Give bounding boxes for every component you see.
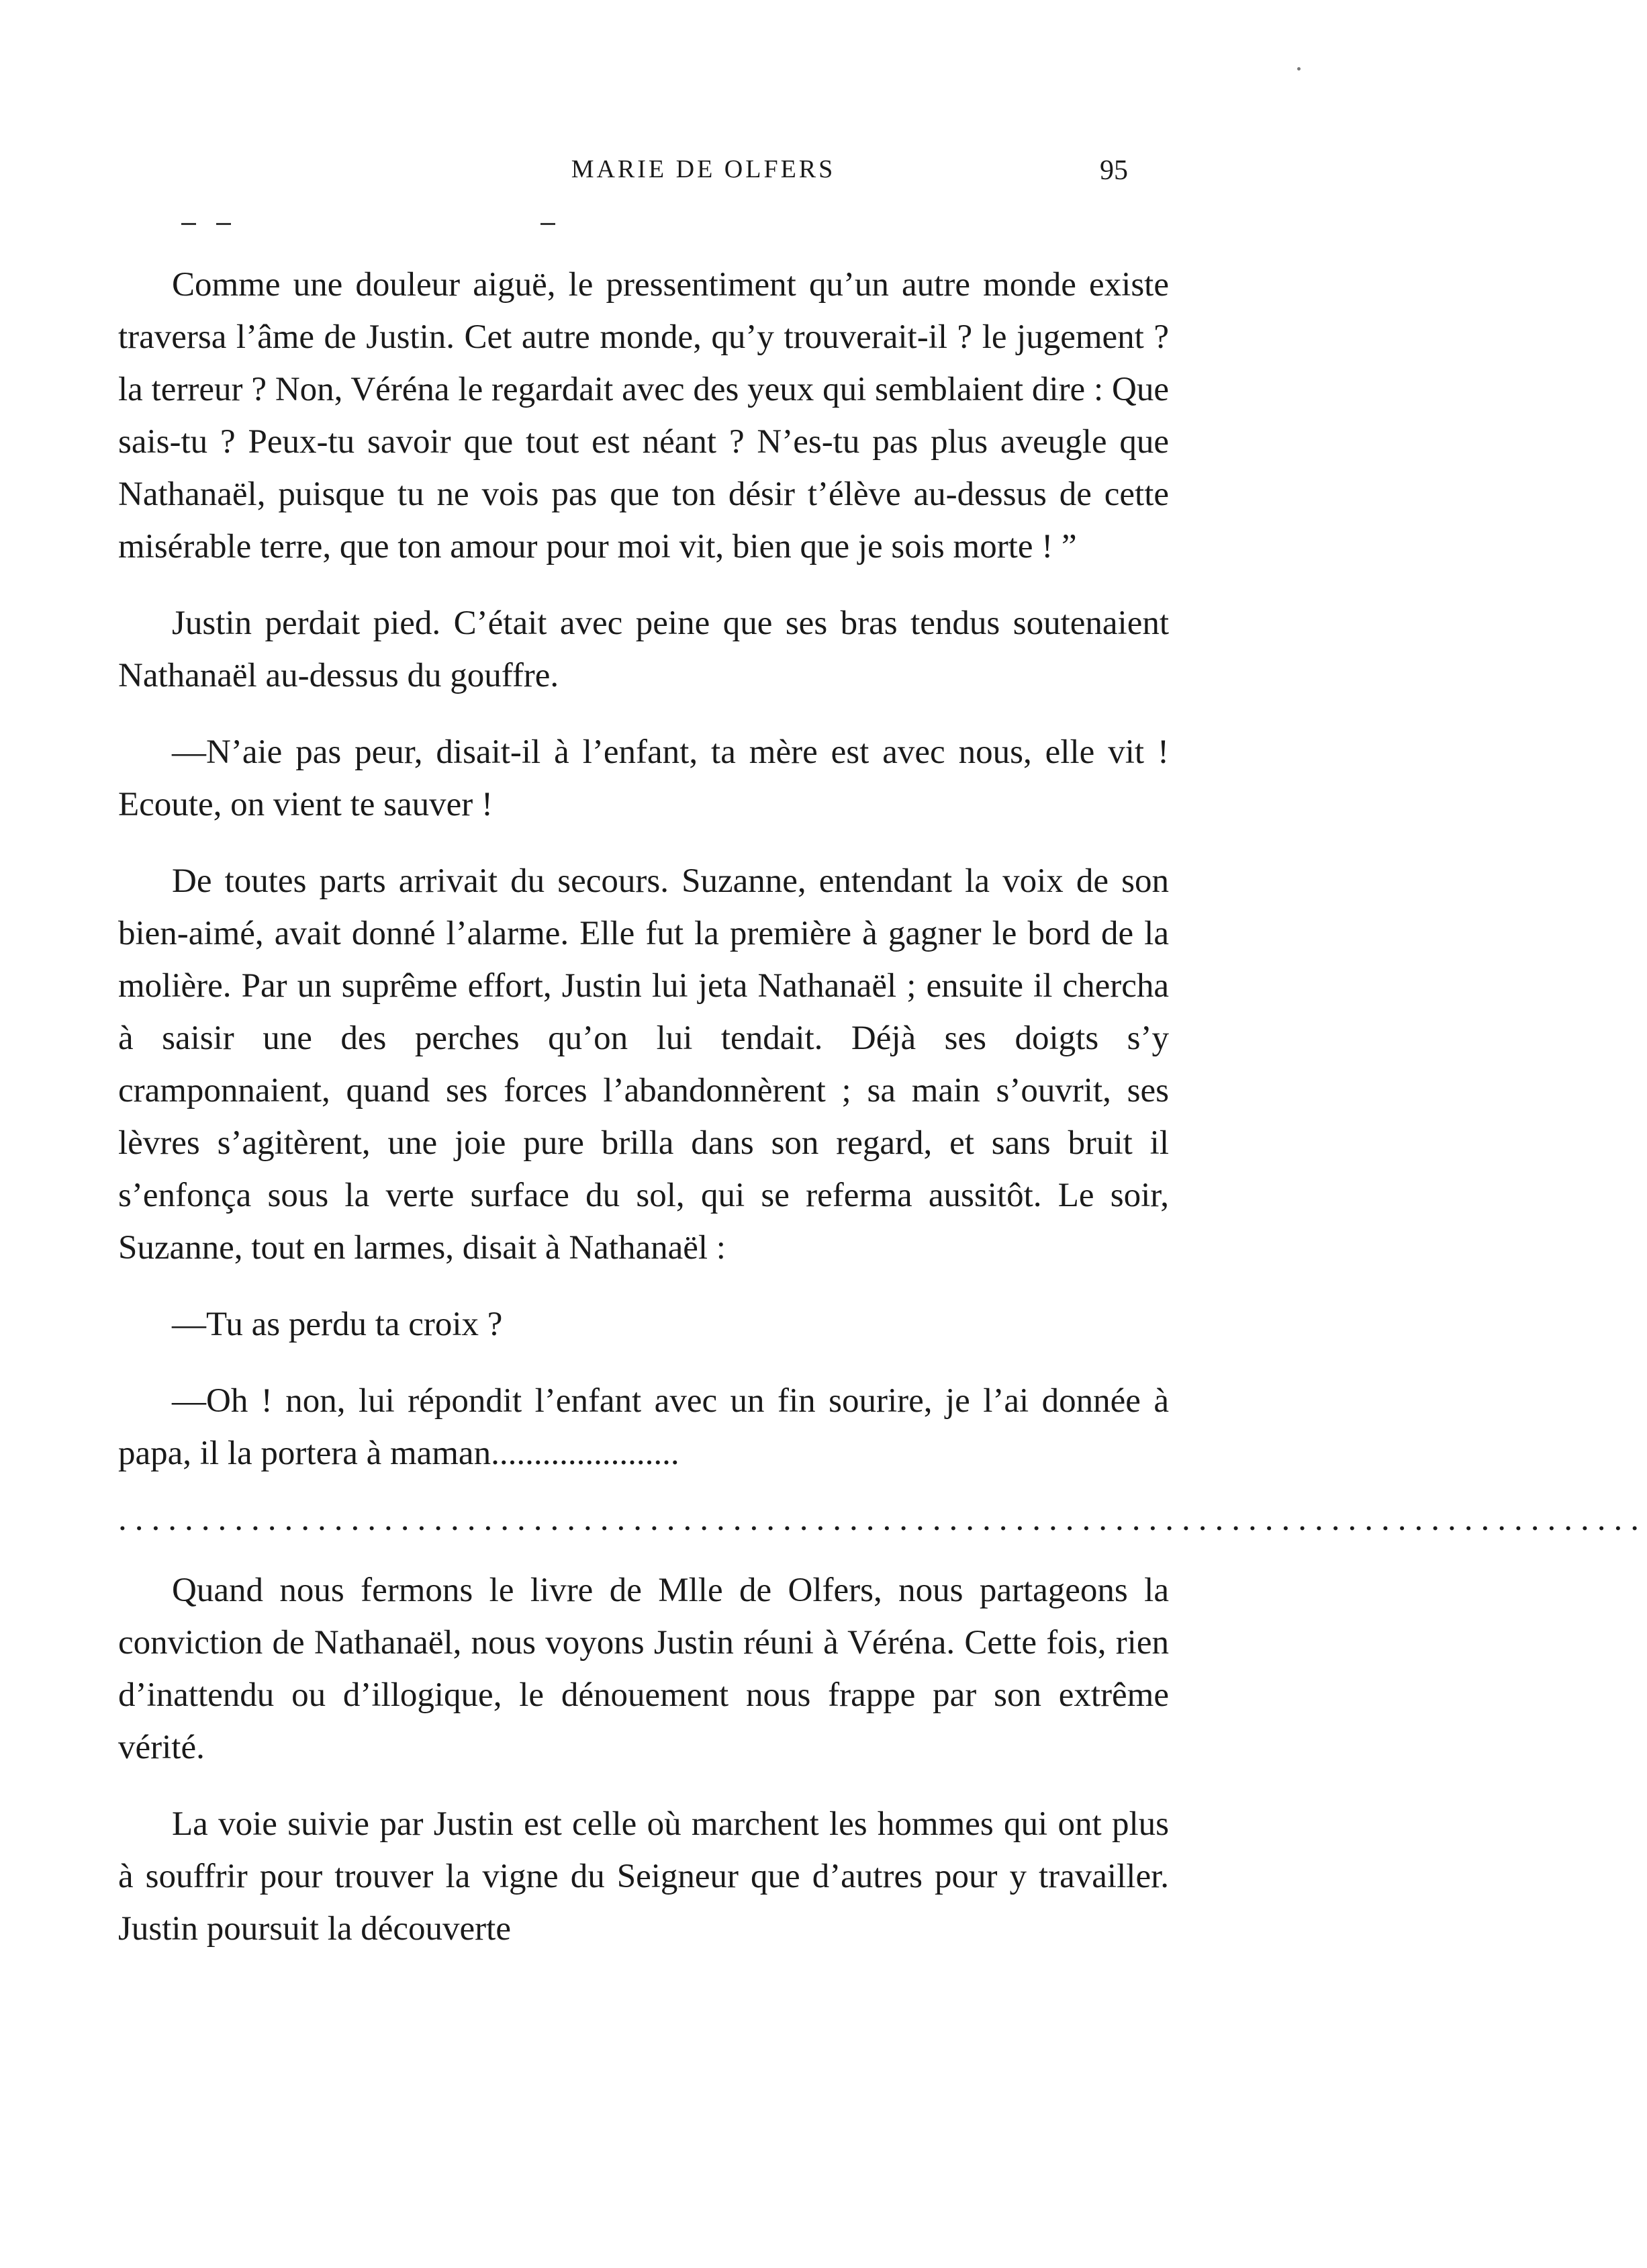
running-title: MARIE DE OLFERS: [571, 155, 836, 183]
paragraph: —Tu as perdu ta croix ?: [172, 1306, 503, 1343]
body-text: [118, 259, 1647, 1979]
running-head: [0, 154, 1407, 195]
paragraph: La voie suivie par Justin est celle où marchent les hommes qui ont plus à souffrir pour trouver la vigne du Seigneur que d’autres pour y travailler. Justin poursuit la découverte: [118, 1805, 1169, 1948]
page-speck: [1297, 67, 1301, 71]
paragraph: —N’aie pas peur, disait-il à l’enfant, ta mère est avec nous, elle vit ! Ecoute, on vient te sauver !: [118, 733, 1169, 823]
section-separator: ............................................................................................: [118, 1500, 1647, 1538]
header-rule-dash: [540, 223, 555, 225]
paragraph: Comme une douleur aiguë, le pressentiment qu’un autre monde existe traversa l’âme de Justin. Cet autre monde, qu’y trouverait-il ? le jugement ? la terreur ? Non, Véréna le regardait avec des yeux qui semblaient dire : Que sais-tu ? Peux-tu savoir que tout est néant ? N’es-tu pas plus aveugle que Nathanaël, puisque tu ne vois pas que ton désir t’élève au-dessus de cette misérable terre, que ton amour pour moi vit, bien que je sois morte ! ”: [118, 266, 1169, 565]
header-rule: [181, 223, 557, 226]
header-rule-dash: [181, 223, 196, 225]
page-number: 95: [1100, 155, 1128, 186]
paragraph: De toutes parts arrivait du secours. Suzanne, entendant la voix de son bien-aimé, avait donné l’alarme. Elle fut la première à gagner le bord de la molière. Par un suprême effort, Justin lui jeta Nathanaël ; ensuite il chercha à saisir une des perches qu’on lui tendait. Déjà ses doigts s’y cramponnaient, quand ses forces l’abandonnèrent ; sa main s’ouvrit, ses lèvres s’agitèrent, une joie pure brilla dans son regard, et sans bruit il s’enfonça sous la verte surface du sol, qui se referma aussitôt. Le soir, Suzanne, tout en larmes, disait à Nathanaël :: [118, 862, 1169, 1267]
paragraph: —Oh ! non, lui répondit l’enfant avec un fin sourire, je l’ai donnée à papa, il la portera à maman......................: [118, 1382, 1169, 1472]
paragraph: Quand nous fermons le livre de Mlle de Olfers, nous partageons la conviction de Nathanaël, nous voyons Justin réuni à Véréna. Cette fois, rien d’inattendu ou d’illogique, le dénouement nous frappe par son extrême vérité.: [118, 1572, 1169, 1766]
paragraph: Justin perdait pied. C’était avec peine que ses bras tendus soutenaient Nathanaël au-dessus du gouffre.: [118, 604, 1169, 694]
header-rule-dash: [216, 223, 231, 225]
